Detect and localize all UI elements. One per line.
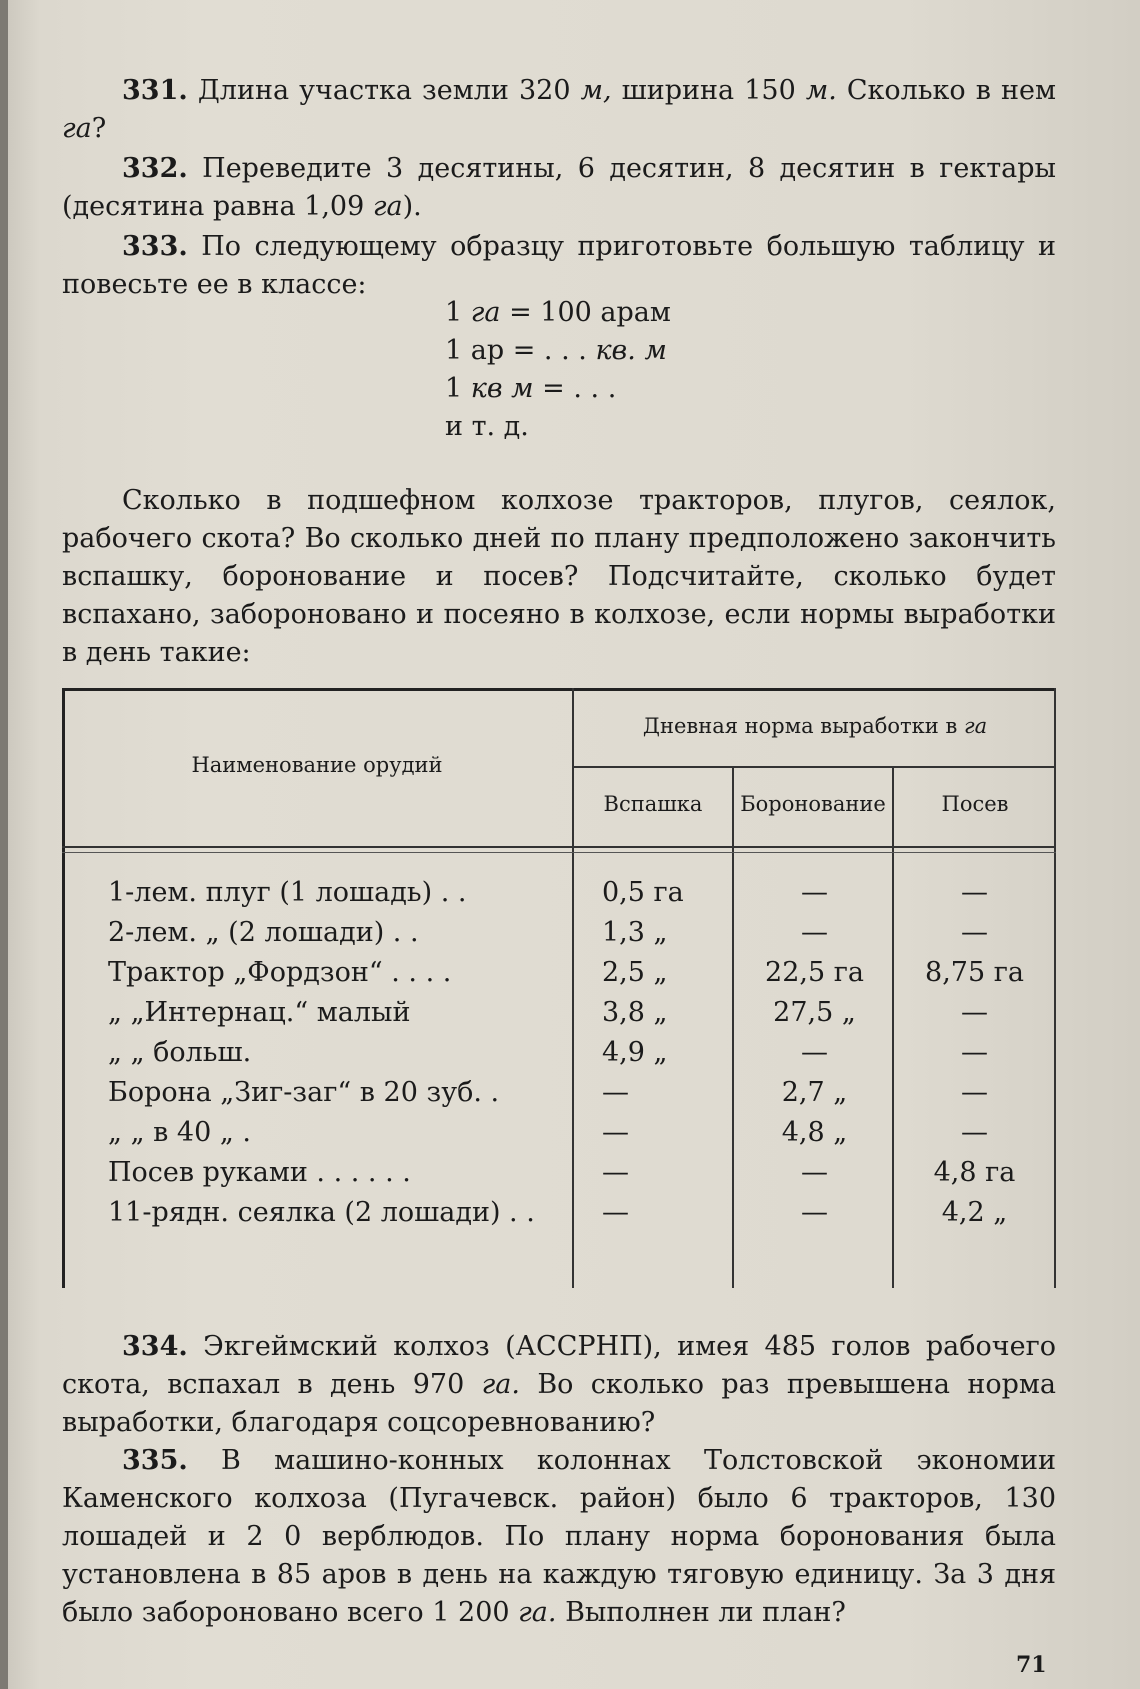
problem-number: 332. bbox=[122, 153, 188, 184]
header-harrowing: Боронование bbox=[740, 792, 886, 816]
problem-332: 332. Переведите 3 десятины, 6 десятин, 8 десятин в гектары (десятина равна 1,09 га). bbox=[62, 153, 1056, 222]
norms-table bbox=[62, 688, 1056, 1288]
table-border bbox=[62, 688, 1056, 691]
table-row: Трактор „Фордзон“ . . . . 2,5 „ 22,5 га 8,75 га bbox=[108, 957, 1024, 988]
table-divider bbox=[574, 766, 1056, 768]
table-row: 11-рядн. сеялка (2 лошади) . . — — 4,2 „ bbox=[108, 1197, 1008, 1228]
equation-line: и т. д. bbox=[445, 411, 529, 442]
problem-331: 331. Длина участка земли 320 м, ширина 150 м. Сколько в нем га? bbox=[62, 75, 1056, 144]
table-row: Посев руками . . . . . . — — 4,8 га bbox=[108, 1157, 1016, 1188]
header-plowing: Вспашка bbox=[603, 792, 703, 816]
table-row: „ „Интернац.“ малый 3,8 „ 27,5 „ — bbox=[108, 997, 988, 1028]
problem-335: 335. В машино-конных колоннах Толстовской экономии Каменского колхоза (Пугачевск. район) было 6 тракторов, 130 лошадей и 2 0 верблюдов. По плану норма боронования была установлена в 85 аров в день на каждую тяговую единицу. За 3 дня было забороновано всего 1 200 га. Выполнен ли план? bbox=[62, 1445, 1056, 1628]
table-divider bbox=[62, 852, 1056, 853]
table-row: Борона „Зиг-заг“ в 20 зуб. . — 2,7 „ — bbox=[108, 1077, 988, 1108]
problem-333: 333. По следующему образцу приготовьте большую таблицу и повесьте ее в классе: bbox=[62, 231, 1056, 300]
table-row: „ „ больш. 4,9 „ — — bbox=[108, 1037, 988, 1068]
problem-number: 331. bbox=[122, 75, 188, 106]
table-body bbox=[62, 873, 1056, 1233]
header-sowing: Посев bbox=[941, 792, 1009, 816]
problem-number: 334. bbox=[122, 1331, 188, 1362]
problem-334: 334. Экгеймский колхоз (АССРНП), имея 485 голов рабочего скота, вспахал в день 970 га. Во сколько раз превышена норма выработки, благодаря соцсоревнованию? bbox=[62, 1331, 1056, 1438]
page-number: 71 bbox=[1016, 1652, 1047, 1678]
unit-equations bbox=[445, 294, 671, 446]
header-daily-norm: Дневная норма выработки в га bbox=[642, 714, 988, 738]
table-row: „ „ в 40 „ . — 4,8 „ — bbox=[108, 1117, 988, 1148]
book-spine bbox=[0, 0, 8, 1689]
equation-line: 1 га = 100 арам bbox=[445, 297, 671, 328]
header-tool-name: Наименование орудий bbox=[191, 753, 443, 777]
table-row: 2-лем. „ (2 лошади) . . 1,3 „ — — bbox=[108, 917, 988, 948]
equation-line: 1 ар = . . . кв. м bbox=[445, 335, 667, 366]
equation-line: 1 кв м = . . . bbox=[445, 373, 617, 404]
table-divider bbox=[62, 846, 1056, 848]
problem-number: 335. bbox=[122, 1445, 188, 1476]
problem-333-continuation: Сколько в подшефном колхозе тракторов, плугов, сеялок, рабочего скота? Во сколько дней по плану предположено закончить вспашку, боронование и посев? Подсчитайте, сколько будет вспахано, забороновано и посеяно в колхозе, если нормы выработки в день такие: bbox=[62, 485, 1056, 668]
problem-number: 333. bbox=[122, 231, 188, 262]
table-row: 1-лем. плуг (1 лошадь) . . 0,5 га — — bbox=[108, 877, 988, 908]
